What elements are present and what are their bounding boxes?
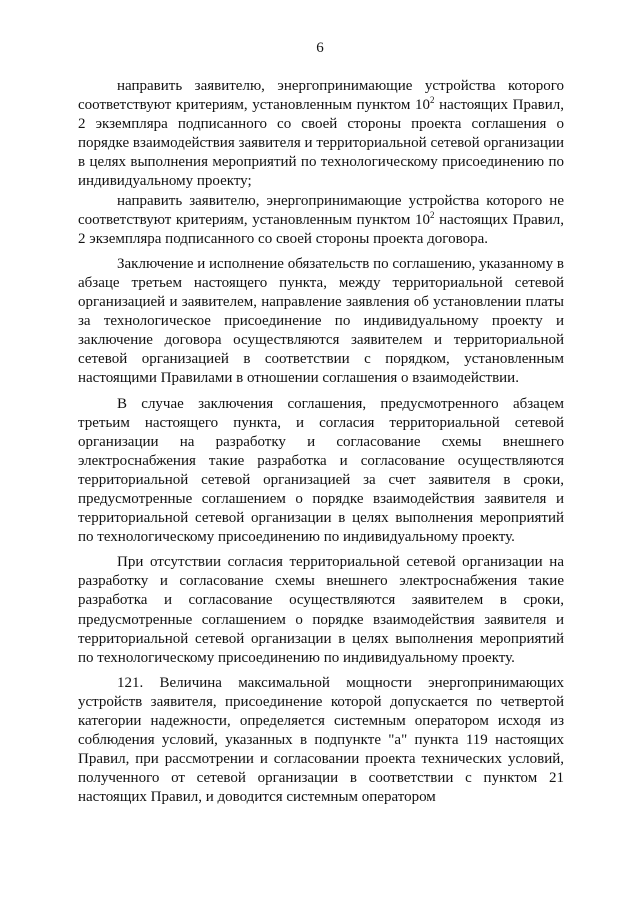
paragraph-2 [78,192,564,249]
paragraph-2-text-cont: настоящих Правил, 2 экземпляра подписанного со своей стороны проекта договора. [78,211,564,247]
paragraph-3: Заключение и исполнение обязательств по соглашению, указанному в абзаце третьем настоящего пункта, между территориальной сетевой организацией и заявителем, направление заявления об установлении платы за технологическое присоединение по индивидуальному проекту и заключение договора осуществляются заявителем и территориальной сетевой организацией в соответствии с порядком, установленным настоящими Правилами в отношении соглашения о взаимодействии. [78,255,564,387]
paragraph-1 [78,77,564,192]
paragraph-6: 121. Величина максимальной мощности энергопринимающих устройств заявителя, присоединение которой допускается по четвертой категории надежности, определяется системным оператором исходя из соблюдения условий, указанных в подпункте "а" пункта 119 настоящих Правил, при рассмотрении и согласовании проекта технических условий, полученного от сетевой организации в соответствии с пунктом 21 настоящих Правил, и доводится системным оператором [78,674,564,806]
superscript-2: 2 [429,95,435,106]
paragraph-1-text-cont: настоящих Правил, 2 экземпляра подписанного со своей стороны проекта соглашения о порядке взаимодействия заявителя и территориальной сетевой организации в целях выполнения мероприятий по технологическому присоединению по индивидуальному проекту; [78,97,564,190]
paragraph-1-text: направить заявителю, энергопринимающие устройства которого соответствуют критериям, установленным пунктом 10 [78,78,564,114]
document-body [78,77,564,807]
paragraph-5: При отсутствии согласия территориальной сетевой организации на разработку и согласование схемы внешнего электроснабжения такие разработка и согласование осуществляются заявителем в сроки, предусмотренные соглашением о порядке взаимодействия заявителя и территориальной сетевой организации в целях выполнения мероприятий по технологическому присоединению по индивидуальному проекту. [78,554,564,666]
superscript-2: 2 [429,209,435,220]
page-number: 6 [316,40,324,56]
paragraph-4: В случае заключения соглашения, предусмотренного абзацем третьим настоящего пункта, и согласия территориальной сетевой организации на разработку и согласование схемы внешнего электроснабжения такие разработка и согласование осуществляются территориальной сетевой организацией за счет заявителя в сроки, предусмотренные соглашением о порядке взаимодействия заявителя и территориальной сетевой организации в целях выполнения мероприятий по технологическому присоединению по индивидуальному проекту. [78,395,564,546]
paragraph-2-text: направить заявителю, энергопринимающие устройства которого не соответствуют критериям, установленным пунктом 10 [78,192,564,228]
